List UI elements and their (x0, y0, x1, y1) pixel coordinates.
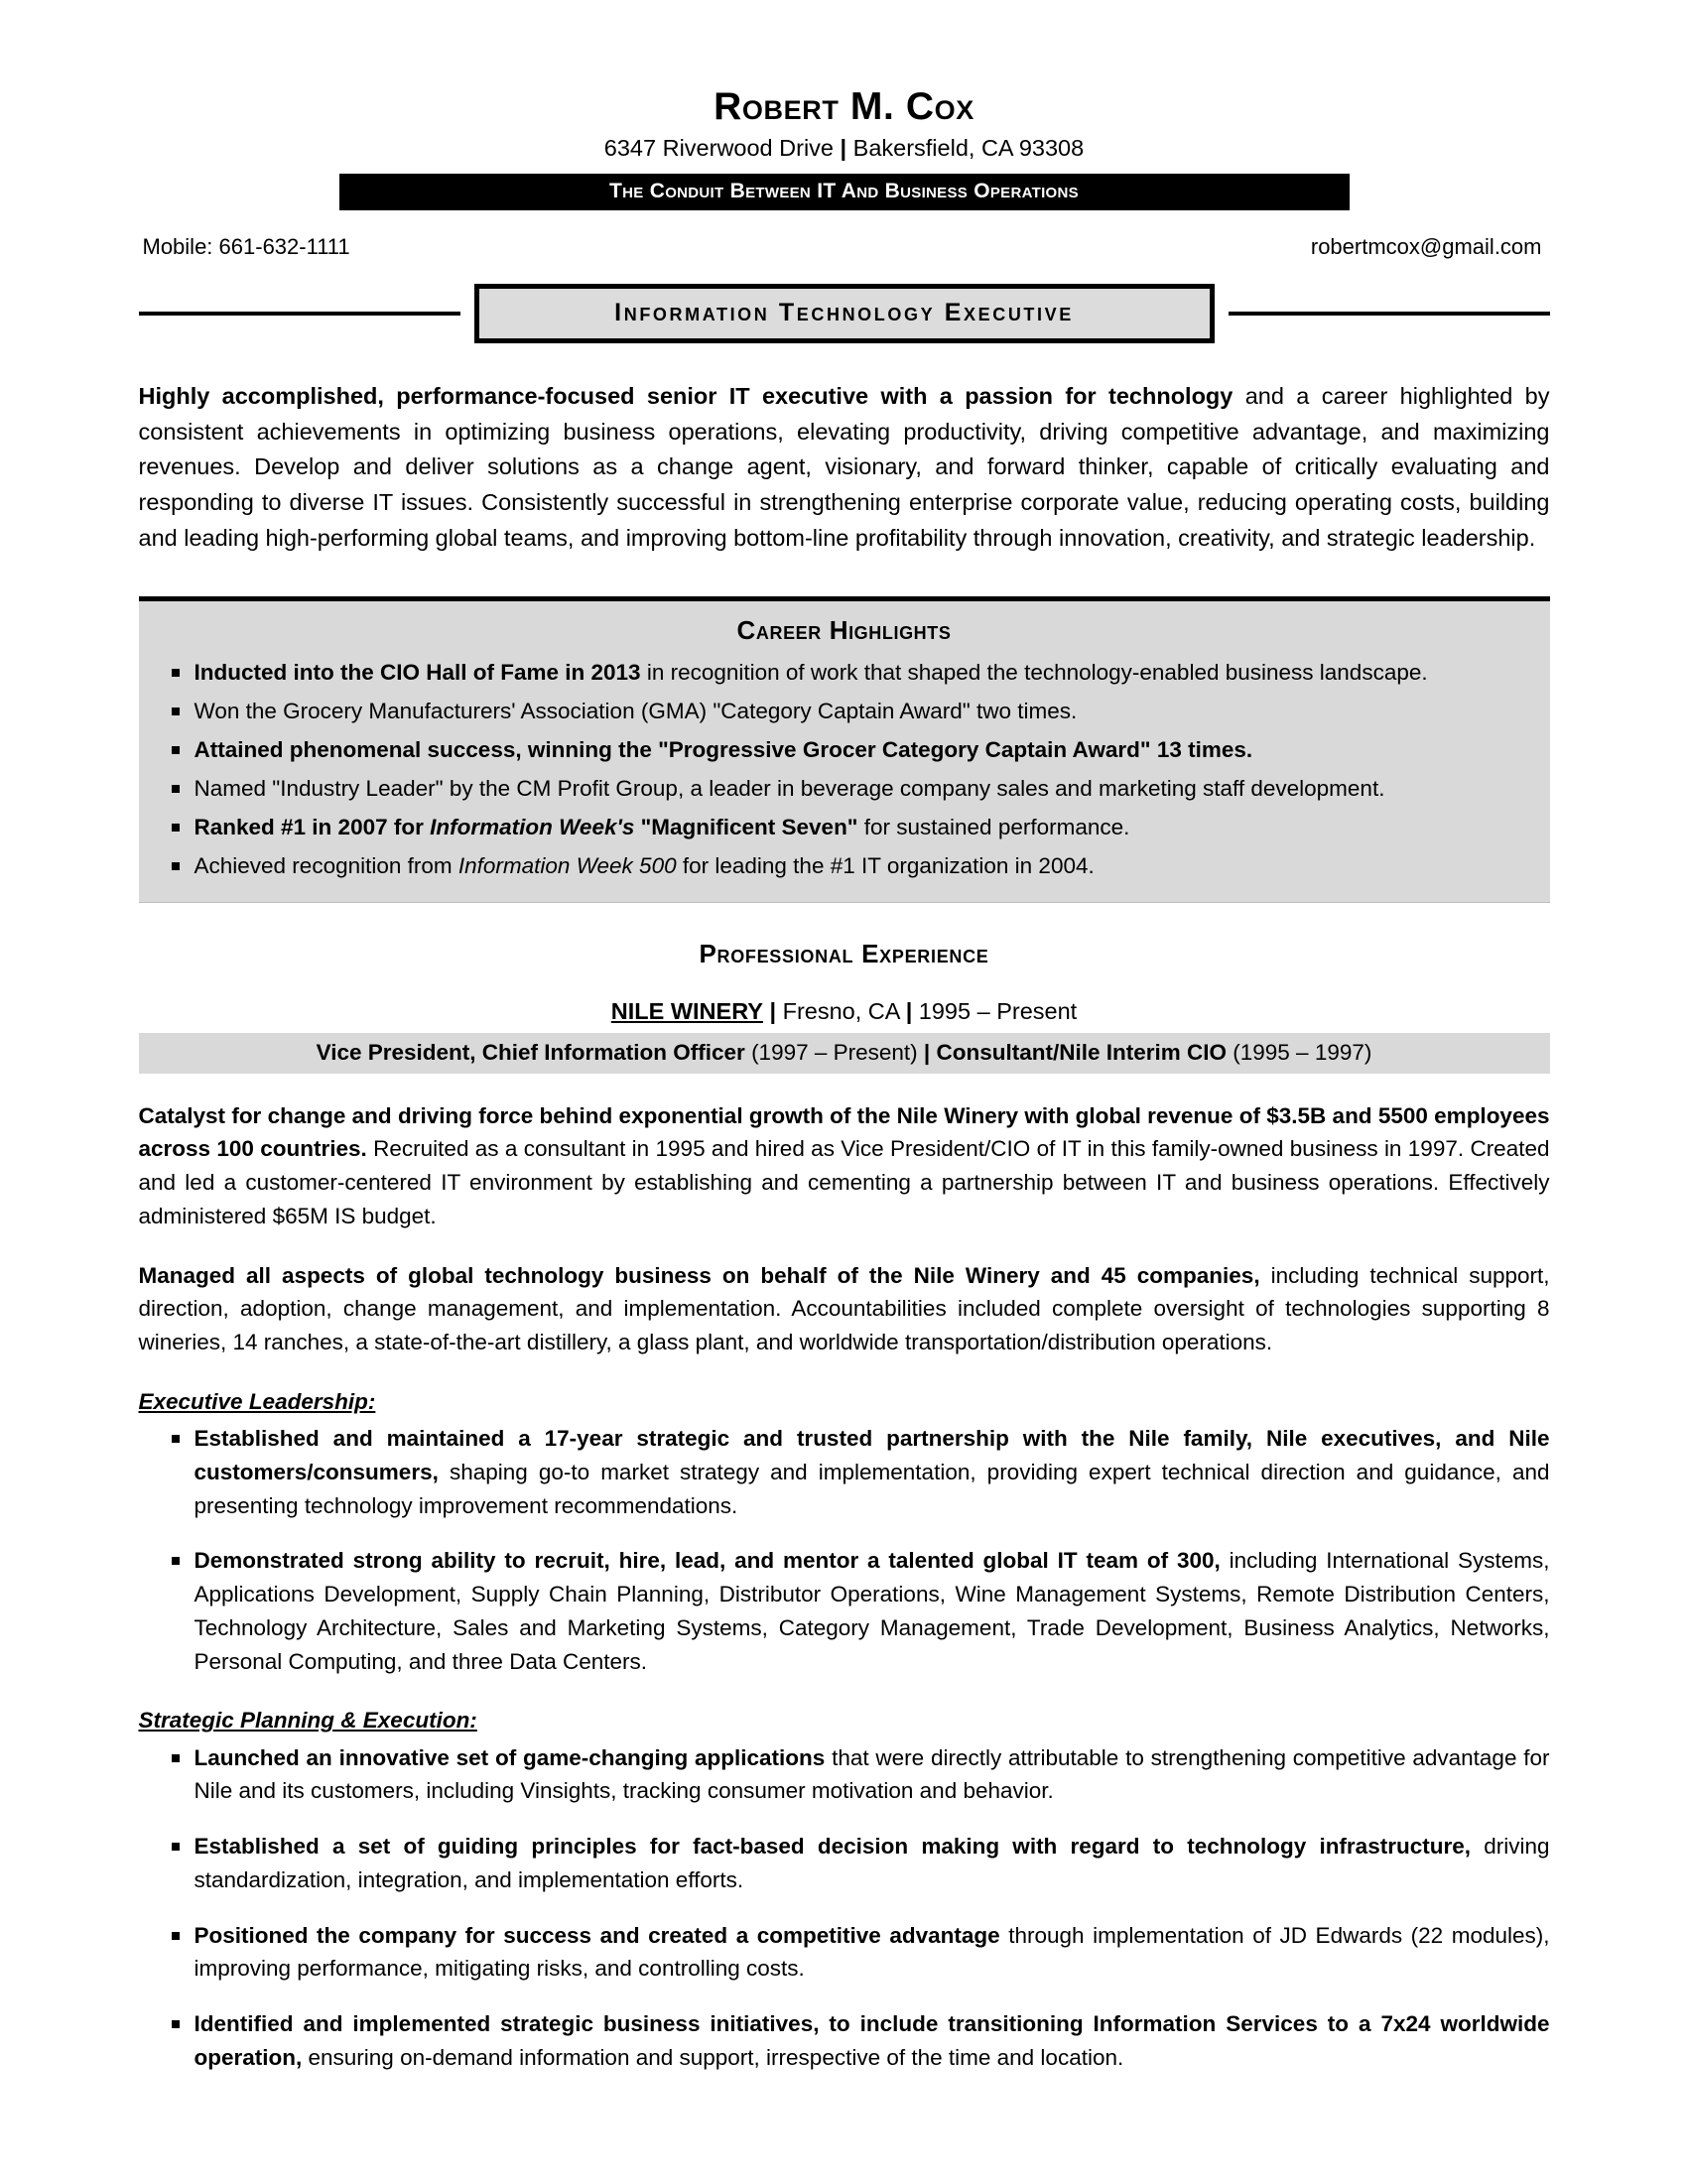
phone-number: Mobile: 661-632-1111 (142, 234, 350, 260)
paragraph-bold: Catalyst for change and driving force behind exponential growth of the Nile Winery with global revenue of $3.5B and 5500 employees across 100 countries. (138, 1102, 1550, 1162)
company-dates: 1995 – Present (918, 998, 1078, 1025)
company-name: NILE WINERY (610, 998, 763, 1025)
highlight-italic: Information Week's (430, 815, 635, 840)
strategic-planning-bullets (139, 1741, 1550, 2075)
highlight-text-pre: Achieved recognition from (194, 853, 458, 879)
career-highlights-list (139, 656, 1550, 882)
job-paragraph (139, 1099, 1550, 1233)
list-item (139, 849, 1550, 882)
list-item (139, 733, 1550, 766)
bullet-text: shaping go-to market strategy and implementation, providing expert technical direction and guidance, and presenting technology improvement recommendations. (194, 1459, 1550, 1518)
company-location: Fresno, CA (782, 998, 900, 1025)
career-highlights-section (139, 596, 1550, 904)
highlight-text: in recognition of work that shaped the technology-enabled business landscape. (640, 659, 1428, 685)
bullet-bold: Established a set of guiding principles for fact-based decision making with regard to technology infrastructure, (194, 1834, 1471, 1860)
professional-experience-heading: Professional Experience (699, 939, 989, 969)
highlight-text: Won the Grocery Manufacturers' Association (GMA) "Category Captain Award" two times. (194, 698, 1078, 723)
bullet-bold: Launched an innovative set of game-changing applications (194, 1744, 826, 1770)
contact-row (135, 234, 1554, 260)
tagline-banner: The Conduit Between IT And Business Operations (339, 174, 1350, 210)
subsection-heading-strategic-planning: Strategic Planning & Execution: (138, 1708, 477, 1734)
bullet-text: through implementation of JD Edwards (22 modules), improving performance, mitigating risks, and controlling costs. (194, 1922, 1550, 1982)
tagline-banner-wrap (135, 174, 1554, 210)
summary-lead: Highly accomplished, performance-focused senior IT executive with a passion for technology (138, 383, 1234, 410)
highlight-text: for leading the #1 IT organization in 2004. (676, 853, 1095, 879)
list-item (139, 695, 1550, 727)
paragraph-text: including technical support, direction, adoption, change management, and implementation. Accountabilities included complete oversight of technologies supporting 8 wineries, 14 ranches, a state-of-the-art distillery, a glass plant, and worldwide transportation/distribution operations. (138, 1262, 1550, 1355)
role-dates-2: (1995 – 1997) (1227, 1039, 1372, 1065)
list-item (139, 1544, 1550, 1678)
highlight-bold: Ranked #1 in 2007 for (194, 815, 431, 840)
candidate-name: Robert M. Cox (714, 85, 974, 128)
list-item (139, 2007, 1550, 2075)
email-address: robertmcox@gmail.com (1310, 234, 1542, 260)
rule-right (1229, 312, 1550, 316)
bullet-bold: Demonstrated strong ability to recruit, hire, lead, and mentor a talented global IT team of 300, (194, 1548, 1221, 1574)
career-highlights-heading: Career Highlights (736, 614, 952, 645)
bullet-text: that were directly attributable to strengthening competitive advantage for Nile and its customers, including Vinsights, tracking consumer motivation and behavior. (194, 1744, 1550, 1804)
subsection-heading-executive-leadership: Executive Leadership: (138, 1388, 376, 1414)
list-item (139, 772, 1550, 805)
highlight-text: Named "Industry Leader" by the CM Profit Group, a leader in beverage company sales and marketing staff development. (194, 775, 1385, 801)
job-title-band (135, 284, 1554, 343)
resume-content (135, 0, 1554, 2075)
bullet-bold: Identified and implemented strategic business initiatives, to include transitioning Information Services to a 7x24 worldwide operation, (194, 2011, 1550, 2070)
role-title-2: Consultant/Nile Interim CIO (930, 1039, 1227, 1065)
company-separator-2: | (905, 998, 913, 1025)
role-bar (139, 1033, 1550, 1074)
list-item (139, 811, 1550, 843)
bullet-bold: Positioned the company for success and created a competitive advantage (194, 1922, 1000, 1948)
paragraph-text: Recruited as a consultant in 1995 and hired as Vice President/CIO of IT in this family-owned business in 1997. Created and led a customer-centered IT environment by establishing and cementing a partnership between IT and business operations. Effectively administered $65M IS budget. (138, 1136, 1550, 1228)
bullet-text: driving standardization, integration, and implementation efforts. (194, 1834, 1550, 1892)
bullet-text: ensuring on-demand information and support, irrespective of the time and location. (302, 2044, 1124, 2070)
highlight-bold-2: "Magnificent Seven" (634, 815, 858, 840)
list-item (139, 1830, 1550, 1897)
candidate-address (135, 134, 1554, 162)
highlight-bold: Attained phenomenal success, winning the "Progressive Grocer Category Captain Award" 13 times. (194, 736, 1253, 762)
job-paragraph (139, 1259, 1550, 1359)
role-title-1: Vice President, Chief Information Officer (316, 1039, 745, 1065)
role-dates-1: (1997 – Present) (744, 1039, 924, 1065)
executive-leadership-bullets (139, 1422, 1550, 1678)
list-item (139, 1741, 1550, 1809)
bullet-text: including International Systems, Applications Development, Supply Chain Planning, Distributor Operations, Wine Management Systems, Remote Distribution Centers, Technology Architecture, Sales and Marketing Systems, Category Management, Trade Development, Business Analytics, Networks, Personal Computing, and three Data Centers. (194, 1548, 1550, 1674)
role-separator: | (923, 1039, 931, 1065)
bullet-bold: Established and maintained a 17-year strategic and trusted partnership with the Nile family, Nile executives, and Nile customers/consumers, (194, 1426, 1550, 1484)
highlight-text: for sustained performance. (857, 815, 1130, 840)
address-separator: | (840, 134, 847, 161)
rule-left (139, 312, 460, 316)
professional-summary (139, 379, 1550, 557)
street-address: 6347 Riverwood Drive (603, 134, 834, 161)
highlight-italic: Information Week 500 (457, 853, 677, 879)
company-line (135, 997, 1554, 1026)
company-separator-1: | (769, 998, 777, 1025)
job-title-box: Information Technology Executive (474, 284, 1215, 343)
list-item (139, 1422, 1550, 1522)
city-state-zip: Bakersfield, CA 93308 (852, 134, 1085, 161)
list-item (139, 656, 1550, 689)
summary-rest: and a career highlighted by consistent achievements in optimizing business operations, elevating productivity, driving competitive advantage, and maximizing revenues. Develop and deliver solutions as a change agent, visionary, and forward thinker, capable of critically evaluating and responding to diverse IT issues. Consistently successful in strengthening enterprise corporate value, reducing operating costs, building and leading high-performing global teams, and improving bottom-line profitability through innovation, creativity, and strategic leadership. (138, 383, 1550, 551)
paragraph-bold: Managed all aspects of global technology business on behalf of the Nile Winery and 45 companies, (138, 1262, 1260, 1288)
list-item (139, 1919, 1550, 1987)
highlight-bold: Inducted into the CIO Hall of Fame in 2013 (194, 659, 641, 685)
